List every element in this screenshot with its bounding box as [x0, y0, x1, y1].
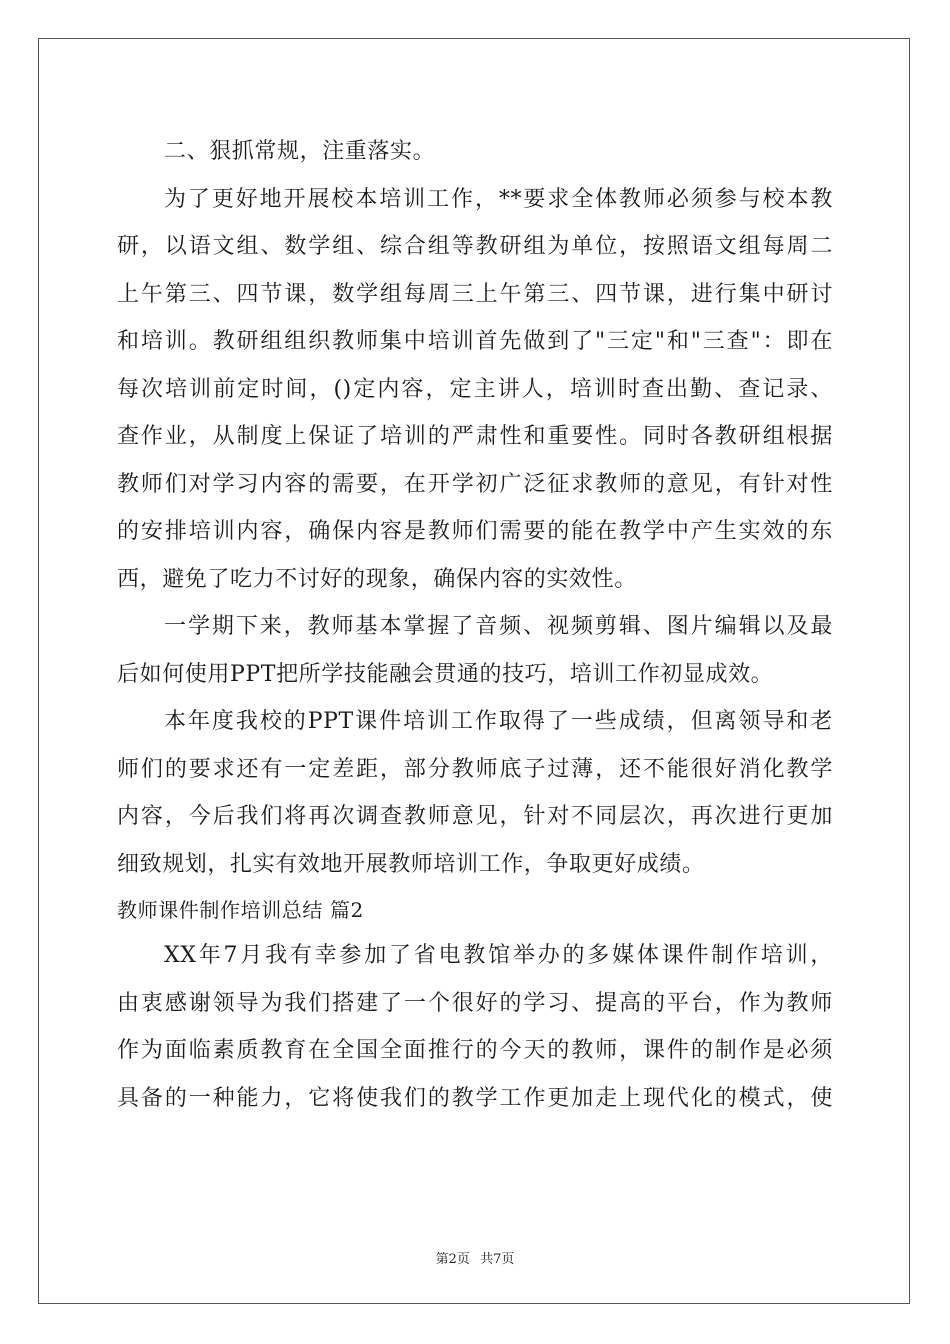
text-line: 二、狠抓常规，注重落实。	[164, 139, 436, 164]
paragraph-block-1	[117, 128, 833, 888]
text-line: 西，避免了吃力不讨好的现象，确保内容的实效性。	[117, 566, 637, 592]
text-line: 师们的要求还有一定差距，部分教师底子过薄，还不能很好消化教学	[117, 756, 833, 782]
text-line: 由衷感谢领导为我们搭建了一个很好的学习、提高的平台，作为教师	[117, 990, 833, 1016]
text-line: 研，以语文组、数学组、综合组等教研组为单位，按照语文组每周二	[117, 234, 833, 259]
paragraph-block-2	[117, 932, 833, 1122]
document-body	[117, 128, 833, 1122]
text-line: 一学期下来，教师基本掌握了音频、视频剪辑、图片编辑以及最	[164, 614, 833, 639]
text-line: 教师们对学习内容的需要，在开学初广泛征求教师的意见，有针对性	[117, 471, 833, 497]
text-line: 上午第三、四节课，数学组每周三上午第三、四节课，进行集中研讨	[117, 281, 833, 307]
text-line: XX年7月我有幸参加了省电教馆举办的多媒体课件制作培训，	[164, 943, 833, 968]
section-heading: 教师课件制作培训总结 篇2	[117, 898, 364, 922]
page-footer	[0, 1248, 950, 1267]
text-line: 和培训。教研组组织教师集中培训首先做到了"三定"和"三查"：即在	[117, 329, 833, 354]
page-total: 共7页	[480, 1252, 515, 1267]
text-line: 内容，今后我们将再次调查教师意见，针对不同层次，再次进行更加	[117, 804, 833, 829]
text-line: 每次培训前定时间，()定内容，定主讲人，培训时查出勤、查记录、	[117, 376, 833, 402]
text-line: 为了更好地开展校本培训工作，**要求全体教师必须参与校本教	[164, 186, 833, 212]
text-line: 后如何使用PPT把所学技能融会贯通的技巧，培训工作初显成效。	[117, 661, 774, 687]
page-number: 第2页	[435, 1252, 470, 1267]
text-line: 具备的一种能力，它将使我们的教学工作更加走上现代化的模式，使	[117, 1085, 833, 1111]
text-line: 本年度我校的PPT课件培训工作取得了一些成绩，但离领导和老	[164, 709, 833, 734]
text-line: 查作业，从制度上保证了培训的严肃性和重要性。同时各教研组根据	[117, 424, 833, 449]
text-line: 的安排培训内容，确保内容是教师们需要的能在教学中产生实效的东	[117, 519, 833, 544]
text-line: 细致规划，扎实有效地开展教师培训工作，争取更好成绩。	[117, 851, 705, 877]
text-line: 作为面临素质教育在全国全面推行的今天的教师，课件的制作是必须	[117, 1038, 833, 1063]
